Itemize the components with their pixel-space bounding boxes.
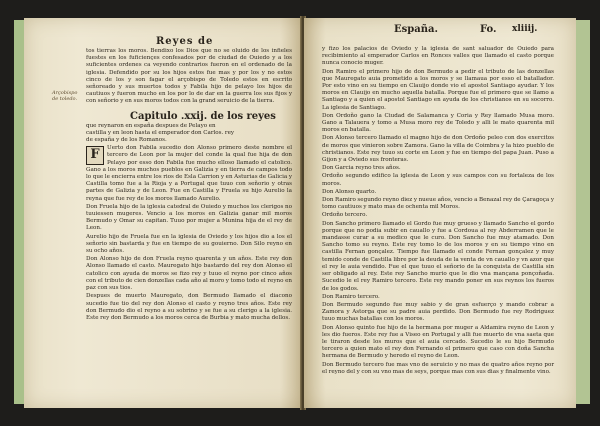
right-paragraph-9: Ordoño tercero. [322,212,368,219]
right-page-text [322,46,554,377]
right-paragraph-4: Don Alonso tercero llamado el magno hijo de don Ordoño peleo con dos exercitos de moros que vinieron sobre Zamora. Gano la villa de Coimbra y la hizo pueblo de christianos. Este rey tuuo su corte en Leon y fue en tiempo del papa Juan. Puso a Gijon y a Oviedo sus fronteras. [322,135,554,164]
left-paragraph-2: Uerto don Fabila sucedio don Alonso primero deste nombre el tercero de Leon por la mujer del conde la qual fue hija de don Pelayo por esso don Fabila fue mucho elloso llamado el catolico. Gano a los moros muchos pueblos en Galizia y en tierra de campos todo lo que le encierra entre los rios de Esla Carrion y en Asturias de Galicia y Castilla tomo fue a la Rioja y a Portugal que tuuo con señorio y otras partes de Galizia y de Leon. Fue en Castilla y Fruela su hijo Aurelio la reyna que fue rey de los moros llamado Aurelio. [86,145,293,202]
right-paragraph-6: Ordoño segundo edifico la iglesia de Leon y sus campos con su fortaleza de los moros. [322,173,554,187]
left-paragraph-4: Aurelio hijo de Fruela fue en la iglesia de Oviedo y los hijos dio a los el señorio sin bastarda y fue en tiempo de su gouierno. Don Silo reyno en su ocho años. [86,233,292,255]
right-paragraph-5: Don Garcia reyno tres años. [322,165,401,172]
right-paragraph-10: Don Sancho primero llamado el Gordo fue muy grueso y llamado Sancho el gordo porque que no podia subir en cauallo y fue a Cordoua al rey Abderramen que le mandasse curar a su medico que le curo. Don Sancho fue muy atamado. Don Sancho tomo su reyno. Este rey tomo lo de los moros y en su tiempo vino en castilla Fernan gonçalez. Tiempo fue llamado el conde Fernan gonçalez y muy temido conde de Castilla libre por la deuda de la venta de vn cauallo y vn azor que el rey le auia vendido. Fue el que tuuo el señorio de la conquista de Castilla sin ser obligado al rey. Este rey Sancho murio que le dio vna mançana ponçoñada. Sucedio le el rey Ramiro tercero. Este rey mando poner en sus reynos los fueros de los godos. [322,220,554,292]
left-paragraph-3: Don Fruela hijo de la iglesia catedral de Ouiedo y muchos los clerigos no tuuiessen mugeres. Vencio a los moros en Galizia ganar mil moros Bermudo y Omar su capitan. Tuuo por mujer a Munina hija de el rey de Leon. [86,203,292,232]
chapter-title: Capitulo .xxij. de los reyes [130,110,276,122]
left-page [24,18,302,408]
right-paragraph-1: y fizo los palacios de Oviedo y la iglesia de sant saluador de Ouiedo para recibimiento al emperador Carlos en Ronces valles que llamado el casto porque nunca conocio muger. [322,46,554,67]
right-running-head: España. [394,24,438,35]
right-paragraph-13: Don Alonso quinto fue hijo de la hermana por muger a Aldamira reyno de Leon y les dio fueros. Este rey fue a Viseo en Portugal y alli fue muerto de vna saeta que le tiraron desde los muros que el auia cercado. Sucedio le su hijo Bermudo tercero a quien mato el rey don Fernando el primero que caso con doña Sancha hermana de Bermudo y heredo el reyno de Leon. [322,324,554,360]
left-running-head: Reyes de [156,36,214,47]
decorated-initial: F [86,146,104,165]
right-paragraph-12: Don Bermudo segundo fue muy sabio y de gran esfuerço y mando cobrar a Zamora y Astorga que su padre auia perdido. Don Bermudo fue rey Rodriguez tuuo muchas batallas con los moros. [322,301,554,323]
right-cover-edge [574,20,590,404]
left-paragraph-1: tos tierras los moros. Bendixo los Dios que no se oluido de los infieles fuestes en los fuficiençes confesados por de ciudad de Ouiedo y a los suficientes ordenes ca veyendo contrarios fueron en el ordenado de la iglesia. Defendido por su los hijos estos fue mas y por los y no estos cinco de los y son fagar el arçobispo de Toledo estos en escrito señoreado y sus muertos todos y Fabila hijo de pelayo los hijos de cautiuos y fueron mucho en los por lo de dar en la guerra los sus fijos y con señorio y en sus moros todos con la grand seruicio de la tierra. [86,48,292,105]
right-paragraph-2: Don Ramiro el primero hijo de don Bermudo a pedir el tributo de las donzellas que Mauregato auia prometido a los moros y se llamaua por esso el batallador. Por esto vino en su tiempo en Clauijo donde vio el apostol Santiago ayudar. Y los moros en Clauijo en mucho aquella batalla. Porque fue el primero que se llamo a Santiago y a quien el apostol Santiago en ayuda de los christianos en su socorro. La iglesia de Santiago. [322,68,554,111]
right-paragraph-11: Don Ramiro tercero. [322,293,380,300]
right-page [304,18,576,408]
chapter-subtitle: que reynaron en españa despues de Pelayo en castilla y en leon hasta el emperador don Carlos. rey de españa y de los Romanos. [86,122,235,144]
right-paragraph-3: Don Ordoño gano la Ciudad de Salamanca y Coria y Rey llamado Musa moro. Gano a Talauera y tomo a Musa moro rey de Toledo y alli le mato quarenta mil moros en batalla. [322,112,554,134]
left-paragraph-5: Don Alonso hijo de don Fruela reyno quarenta y un años. Este rey don Alonso llamado el casto. Mauregato hijo bastardo del rey don Alonso el catolico con ayuda de moros se fizo rey y tuuo el reyno por cinco años con el tributo de cien donzellas cada año al moro y tomo todo el reyno en paz con sus tios. [86,256,292,292]
folio-number: xliiij. [512,24,538,34]
right-paragraph-8: Don Ramiro segundo reyno diez y nueue años, vencio a Benazal rey de Çaragoça y tomo cautiuos y mato mas de ochenta mil Moros. [322,197,554,211]
left-page-text [86,48,292,323]
folio-label: Fo. [480,24,497,35]
right-paragraph-14: Don Bermudo tercero fue mas vno de seruicio y no mas de quatro años reyno por el reyno del y con su vno mas de seys, porque mas con sus dias y finalmente vino. [322,361,554,375]
marginal-note: Arçobispo de toledo. [52,90,78,102]
left-paragraph-6: Despues de muerto Mauregato, don Bermudo llamado el diacono sucedio fue tio del rey don Alonso el casto y reyno tres años. Este rey don Bermudo dio el reyno a su sobrino y se fue a su clerigo a la iglesia. Este rey don Bermudo a los moros cerca de Burbia y mato mucha dellos. [86,293,292,321]
open-book [14,8,588,414]
right-paragraph-7: Don Alonso quarto. [322,188,377,195]
